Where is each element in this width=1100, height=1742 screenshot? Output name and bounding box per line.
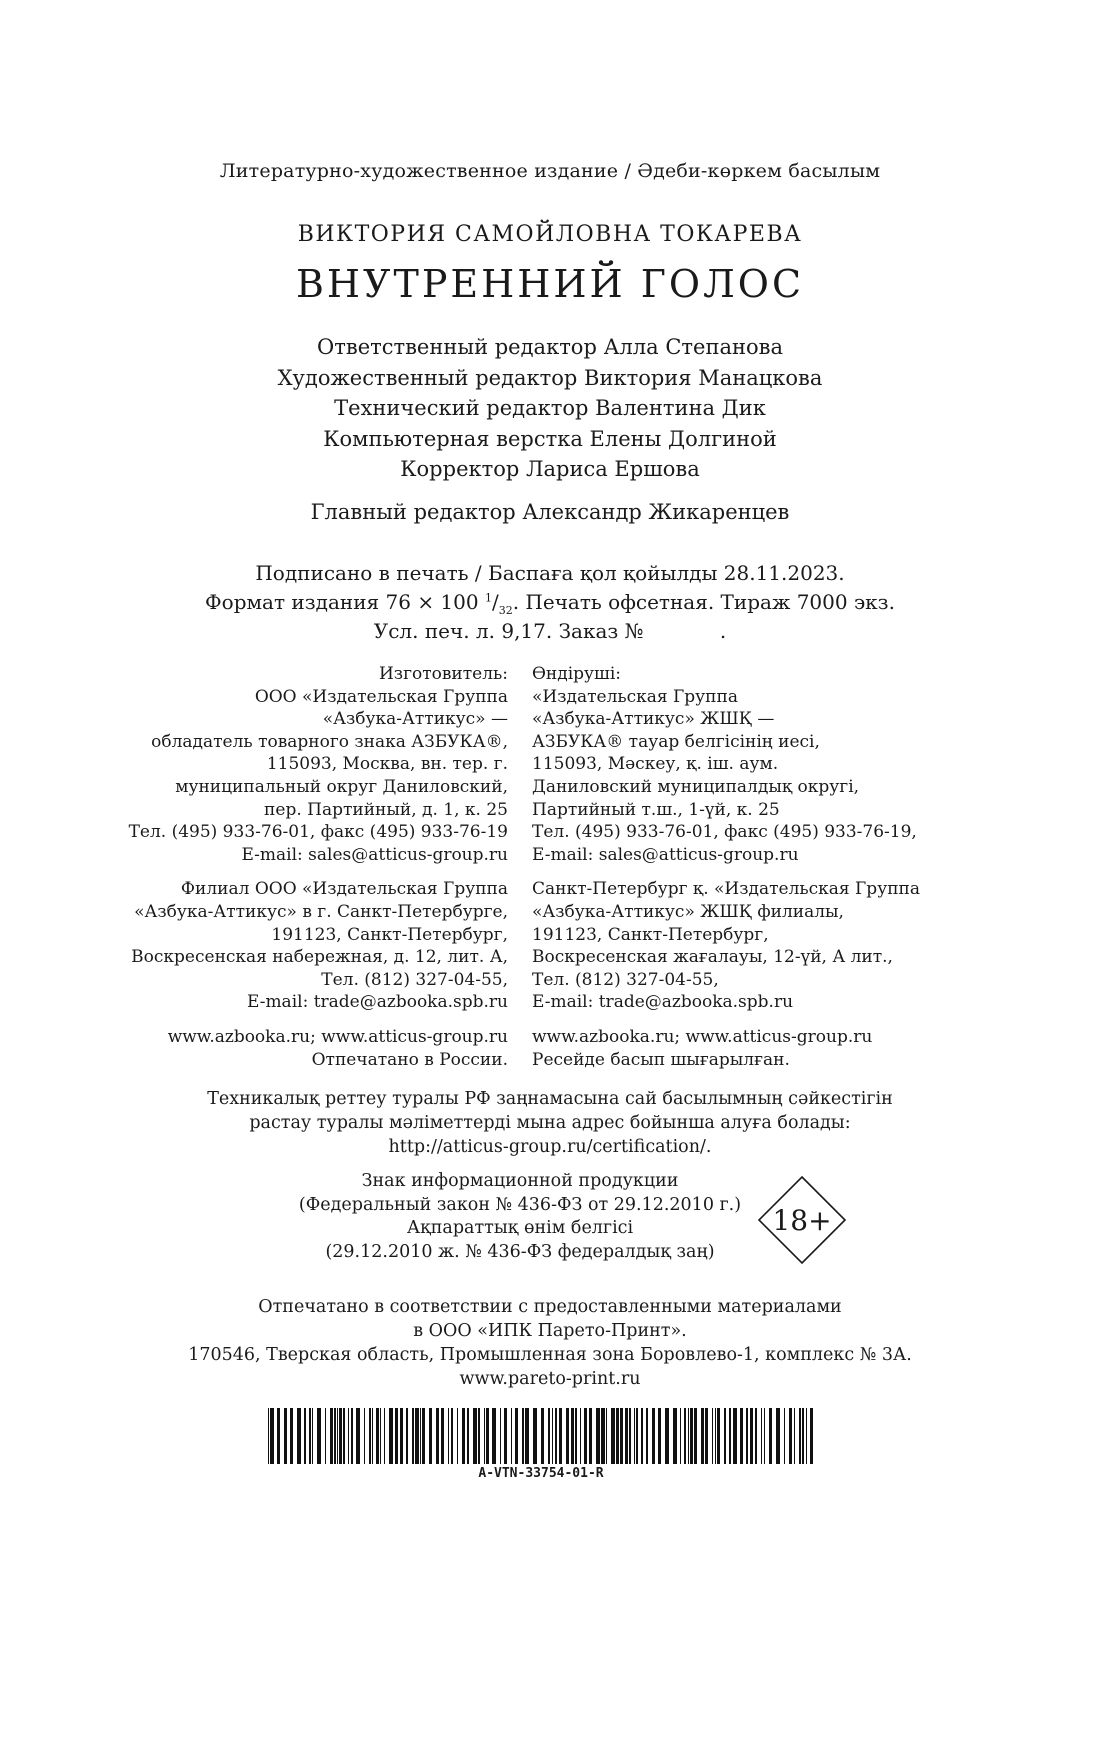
barcode-bar: [312, 1408, 313, 1464]
credit-line: Компьютерная верстка Елены Долгиной: [323, 426, 777, 451]
barcode-bar: [384, 1408, 385, 1464]
credit-line: Ответственный редактор Алла Степанова: [317, 335, 783, 359]
barcode-bar: [694, 1408, 697, 1464]
barcode-bar: [571, 1408, 574, 1464]
barcode-bar: [457, 1408, 458, 1464]
barcode-bar: [641, 1408, 643, 1464]
barcode-bar: [372, 1408, 373, 1464]
barcode-bar: [420, 1408, 421, 1464]
barcode-bar: [330, 1408, 333, 1464]
barcode-bar: [555, 1408, 557, 1464]
barcode-bar: [794, 1408, 795, 1464]
barcode-bar: [436, 1408, 439, 1464]
barcode-bar: [717, 1408, 720, 1464]
barcode-bar: [652, 1408, 655, 1464]
print-info: [0, 559, 1100, 646]
manufacturer-kz: Өндіруші: «Издательская Группа «Азбука-Аттикус» ЖШҚ — АЗБУКА® тауар белгісінің иесі, 115093, Мәскеу, қ. іш. аум. Даниловский муниципалдық округі, Партийный т.ш., 1-үй, к. 25 Тел. (495) 933-76-01, факс (495) 933-76-19, E-mail: sales@atticus-group.ru: [532, 664, 917, 865]
barcode-bar: [740, 1408, 743, 1464]
barcode-bar: [673, 1408, 677, 1464]
barcode-bar: [724, 1408, 726, 1464]
web-ru: www.azbooka.ru; www.atticus-group.ru Отпечатано в России.: [167, 1026, 508, 1070]
barcode-bar: [304, 1408, 306, 1464]
credit-line: Корректор Лариса Ершова: [400, 457, 700, 481]
printer-info: Отпечатано в соответствии с предоставленными материалами в ООО «ИПК Парето-Принт». 170546, Тверская область, Промышленная зона Боровлево-1, комплекс № 3А. www.pareto-print.ru: [188, 1297, 912, 1389]
barcode-bar: [601, 1408, 605, 1464]
barcode-bar: [690, 1408, 693, 1464]
barcode-bar: [589, 1408, 592, 1464]
barcode-bar: [290, 1408, 293, 1464]
barcode-bar: [806, 1408, 807, 1464]
barcode-bar: [337, 1408, 338, 1464]
barcode-bar: [389, 1408, 393, 1464]
barcode-bar: [705, 1408, 708, 1464]
barcode-bar: [575, 1408, 577, 1464]
barcode-bar: [525, 1408, 529, 1464]
barcode-bar: [541, 1408, 544, 1464]
barcode-bar: [492, 1408, 496, 1464]
barcode-bar: [317, 1408, 321, 1464]
barcode-bar: [625, 1408, 628, 1464]
publisher-info-ru: [128, 663, 508, 1071]
barcode-bar: [789, 1408, 792, 1464]
barcode-bar: [584, 1408, 587, 1464]
barcode-bar: [415, 1408, 419, 1464]
barcode-bar: [441, 1408, 444, 1464]
staff-credits: [0, 332, 1100, 485]
barcode-bar: [504, 1408, 507, 1464]
barcode-bar: [500, 1408, 501, 1464]
barcode-bar: [680, 1408, 681, 1464]
barcode-bar: [548, 1408, 550, 1464]
barcode-bar: [376, 1408, 379, 1464]
barcode-bar: [784, 1408, 785, 1464]
barcode-bar: [776, 1408, 780, 1464]
credit-line: Технический редактор Валентина Дик: [334, 396, 766, 420]
barcode-bar: [810, 1408, 813, 1464]
barcode-bar: [552, 1408, 553, 1464]
barcode-bar: [616, 1408, 619, 1464]
barcode-bar: [620, 1408, 623, 1464]
barcode-bar: [665, 1408, 669, 1464]
barcode-bar: [400, 1408, 403, 1464]
certification-notice: Техникалық реттеу туралы РФ заңнамасына сай басылымның сәйкестігін растау туралы мәліметтерді мына адрес бойынша алуға болады: http://atticus-group.ru/certification/.: [207, 1089, 893, 1157]
barcode-bar: [369, 1408, 371, 1464]
barcode-bar: [712, 1408, 713, 1464]
barcode-bar: [334, 1408, 336, 1464]
barcode-bar: [364, 1408, 365, 1464]
barcode-bar: [467, 1408, 469, 1464]
barcode-bar: [746, 1408, 748, 1464]
age-rating-diamond: [757, 1175, 847, 1265]
barcode-bar: [380, 1408, 381, 1464]
barcode-bar: [629, 1408, 631, 1464]
barcode-bar: [473, 1408, 477, 1464]
barcode-bar: [729, 1408, 731, 1464]
barcode-bar: [448, 1408, 449, 1464]
barcode-bar: [611, 1408, 615, 1464]
barcode-bar: [636, 1408, 638, 1464]
barcode-bar: [339, 1408, 342, 1464]
barcode-bar: [270, 1408, 274, 1464]
barcode-bar: [566, 1408, 569, 1464]
barcode-bar: [733, 1408, 737, 1464]
barcode-bar: [309, 1408, 311, 1464]
barcode-bar: [580, 1408, 581, 1464]
branch-ru: Филиал ООО «Издательская Группа «Азбука-Аттикус» в г. Санкт-Петербурге, 191123, Санкт-Петербург, Воскресенская набережная, д. 12, лит. А, Тел. (812) 327-04-55, E-mail: trade@azbooka.spb.ru: [131, 879, 508, 1013]
barcode-bar: [462, 1408, 465, 1464]
barcode-bar: [761, 1408, 762, 1464]
genre-line: Литературно-художественное издание / Әдеби-көркем басылым: [219, 160, 881, 182]
credit-line: Художественный редактор Виктория Манацкова: [277, 365, 823, 390]
barcode-bar: [764, 1408, 765, 1464]
barcode-bar: [429, 1408, 432, 1464]
signed-date: Подписано в печать / Баспаға қол қойылды 28.11.2023.: [255, 561, 845, 585]
barcode-bar: [297, 1408, 301, 1464]
sheets-order: Усл. печ. л. 9,17. Заказ № .: [373, 619, 727, 643]
barcode-bar: [750, 1408, 753, 1464]
age-rating-label: 18+: [772, 1204, 832, 1237]
barcode-bar: [348, 1408, 349, 1464]
barcode-bar: [451, 1408, 453, 1464]
info-product-mark: Знак информационной продукции (Федеральный закон № 436-ФЗ от 29.12.2010 г.) Ақпараттық өнім белгісі (29.12.2010 ж. № 436-ФЗ федералдық заң): [298, 1171, 742, 1262]
barcode-bar: [325, 1408, 326, 1464]
barcode-bar: [284, 1408, 287, 1464]
barcode-bar: [343, 1408, 345, 1464]
barcode-bar: [799, 1408, 801, 1464]
barcode-bar: [406, 1408, 408, 1464]
barcode-bar: [412, 1408, 414, 1464]
chief-editor: Главный редактор Александр Жикаренцев: [310, 500, 790, 524]
barcode: [268, 1408, 814, 1464]
publisher-info-kz: [532, 663, 952, 1071]
barcode-bar: [422, 1408, 425, 1464]
barcode-bar: [515, 1408, 518, 1464]
manufacturer-ru: Изготовитель: ООО «Издательская Группа «Азбука-Аттикус» — обладатель товарного знака АЗБУКА®, 115093, Москва, вн. тер. г. муниципальный округ Даниловский, пер. Партийный, д. 1, к. 25 Тел. (495) 933-76-01, факс (495) 933-76-19 E-mail: sales@atticus-group.ru: [128, 664, 508, 865]
barcode-bar: [769, 1408, 772, 1464]
barcode-bar: [802, 1408, 804, 1464]
web-kz: www.azbooka.ru; www.atticus-group.ru Ресейде басып шығарылған.: [532, 1026, 873, 1070]
barcode-bar: [351, 1408, 353, 1464]
barcode-bar: [688, 1408, 689, 1464]
barcode-bar: [755, 1408, 757, 1464]
barcode-bar: [658, 1408, 661, 1464]
barcode-bar: [646, 1408, 648, 1464]
barcode-bar: [684, 1408, 686, 1464]
barcode-bar: [277, 1408, 280, 1464]
branch-kz: Санкт-Петербург қ. «Издательская Группа «Азбука-Аттикус» ЖШҚ филиалы, 191123, Санкт-Петербург, Воскресенская жағалауы, 12-үй, А лит., Тел. (812) 327-04-55, E-mail: trade@azbooka.spb.ru: [532, 879, 920, 1013]
barcode-bar: [533, 1408, 537, 1464]
barcode-bar: [715, 1408, 716, 1464]
barcode-bar: [395, 1408, 398, 1464]
barcode-bar: [634, 1408, 635, 1464]
barcode-bar: [478, 1408, 480, 1464]
barcode-bar: [701, 1408, 704, 1464]
barcode-bar: [268, 1408, 269, 1464]
barcode-bar: [596, 1408, 600, 1464]
author-name: ВИКТОРИЯ САМОЙЛОВНА ТОКАРЕВА: [297, 222, 803, 247]
barcode-bar: [486, 1408, 489, 1464]
barcode-label: A-VTN-33754-01-R: [478, 1466, 604, 1481]
barcode-bar: [606, 1408, 607, 1464]
barcode-bar: [522, 1408, 524, 1464]
barcode-bar: [511, 1408, 512, 1464]
barcode-bar: [559, 1408, 562, 1464]
barcode-bar: [356, 1408, 360, 1464]
format-line: Формат издания 76 × 100 $^1/_{32}$. Печать офсетная. Тираж 7000 экз.: [205, 590, 895, 617]
barcode-bar: [484, 1408, 485, 1464]
book-title: ВНУТРЕННИЙ ГОЛОС: [295, 262, 805, 306]
